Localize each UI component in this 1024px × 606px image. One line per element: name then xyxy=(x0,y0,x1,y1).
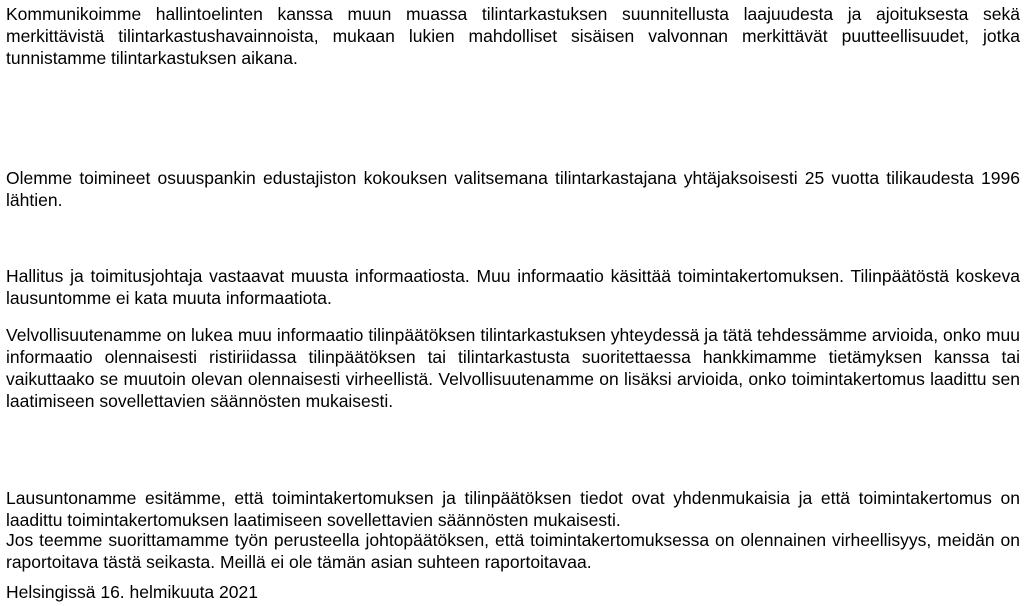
paragraph-other-information: Hallitus ja toimitusjohtaja vastaavat muusta informaatiosta. Muu informaatio käsittää toimintakertomuksen. Tilinpäätöstä koskeva lausuntomme ei kata muuta informaatiota. xyxy=(6,266,1020,308)
document-page xyxy=(6,0,1020,606)
paragraph-statement: Lausuntonamme esitämme, että toimintakertomuksen ja tilinpäätöksen tiedot ovat yhdenmukaisia ja että toimintakertomus on laadittu toimintakertomuksen laatimiseen sovellettavien säännösten mukaisesti. xyxy=(6,488,1020,530)
paragraph-reporting: Jos teemme suorittamamme työn perusteella johtopäätöksen, että toimintakertomuksessa on olennainen virheellisyys, meidän on raportoitava tästä seikasta. Meillä ei ole tämän asian suhteen raportoitavaa. xyxy=(6,530,1020,572)
paragraph-responsibility: Velvollisuutenamme on lukea muu informaatio tilinpäätöksen tilintarkastuksen yhteydessä ja tätä tehdessämme arvioida, onko muu informaatio olennaisesti ristiriidassa tilinpäätöksen tai tilintarkastusta suoritettaessa hankkimamme tietämyksen kanssa tai vaikuttaako se muutoin olevan olennaisesti virheellistä. Velvollisuutenamme on lisäksi arvioida, onko toimintakertomus laadittu sen laatimiseen sovellettavien säännösten mukaisesti. xyxy=(6,325,1020,411)
paragraph-auditor-tenure: Olemme toimineet osuuspankin edustajiston kokouksen valitsemana tilintarkastajana yhtäjaksoisesti 25 vuotta tilikaudesta 1996 lähtien. xyxy=(6,168,1020,210)
signature-place-date: Helsingissä 16. helmikuuta 2021 xyxy=(6,582,258,602)
paragraph-communication: Kommunikoimme hallintoelinten kanssa muun muassa tilintarkastuksen suunnitellusta laajuudesta ja ajoituksesta sekä merkittävistä tilintarkastushavainnoista, mukaan lukien mahdolliset sisäisen valvonnan merkittävät puutteellisuudet, jotka tunnistamme tilintarkastuksen aikana. xyxy=(6,4,1020,68)
